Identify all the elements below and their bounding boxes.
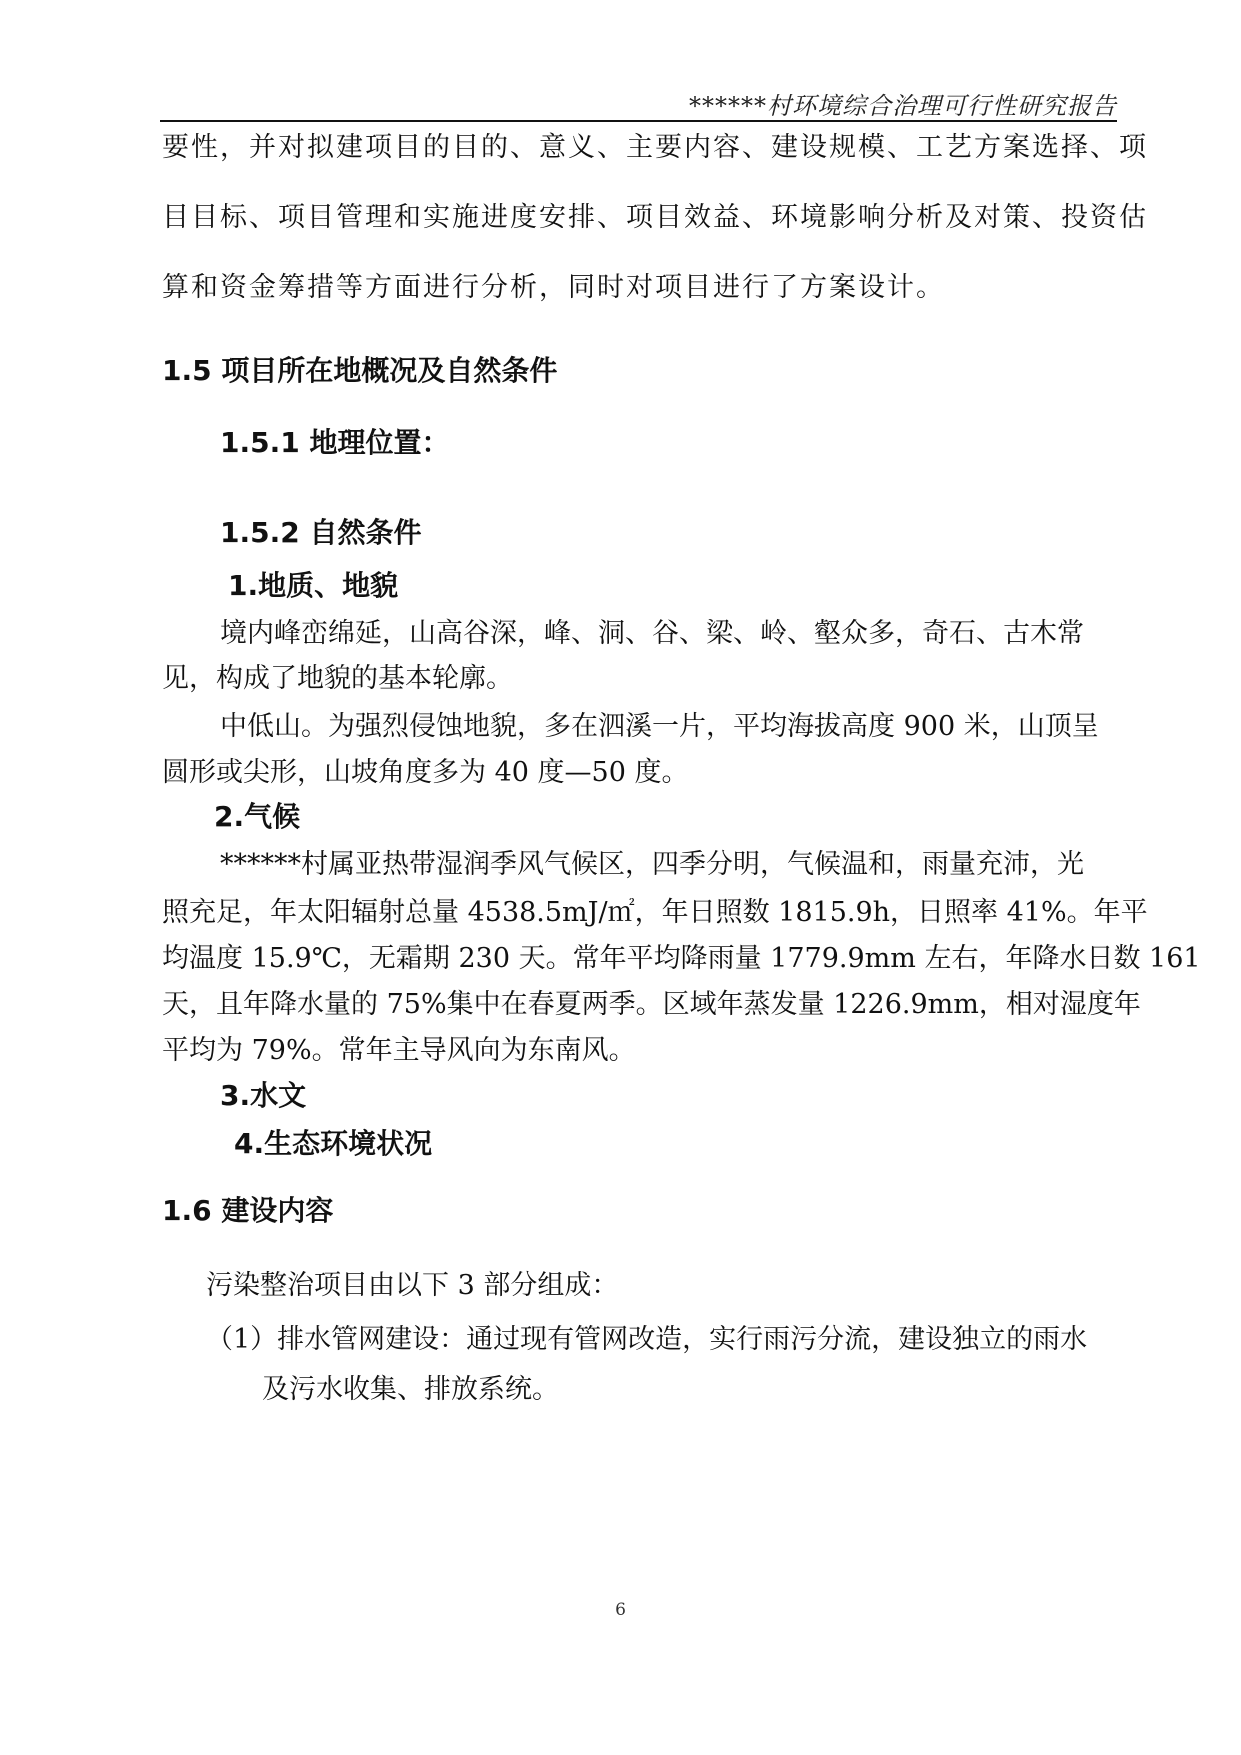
geology-paragraph-2-line-2: 圆形或尖形，山坡角度多为 40 度—50 度。 [162, 757, 689, 788]
list-item-1-line-1: （1）排水管网建设：通过现有管网改造，实行雨污分流，建设独立的雨水 [206, 1324, 1088, 1355]
header-divider [160, 120, 1117, 122]
page-number: 6 [615, 1600, 626, 1620]
subsection-heading-1-5-2: 1.5.2 自然条件 [220, 516, 422, 549]
intro-line-2: 目目标、项目管理和实施进度安排、项目效益、环境影响分析及对策、投资估 [162, 202, 1148, 233]
climate-line-4: 天，且年降水量的 75%集中在春夏两季。区域年蒸发量 1226.9mm，相对湿度年 [162, 989, 1141, 1020]
intro-line-1: 要性，并对拟建项目的目的、意义、主要内容、建设规模、工艺方案选择、项 [162, 132, 1148, 163]
ecology-heading: 4.生态环境状况 [234, 1127, 433, 1160]
geology-paragraph-2-line-1: 中低山。为强烈侵蚀地貌，多在泗溪一片，平均海拔高度 900 米，山顶呈 [220, 711, 1099, 742]
section-heading-1-5: 1.5 项目所在地概况及自然条件 [162, 354, 558, 387]
hydrology-heading: 3.水文 [220, 1079, 307, 1112]
intro-line-3: 算和资金筹措等方面进行分析，同时对项目进行了方案设计。 [162, 272, 945, 303]
geology-heading: 1.地质、地貌 [228, 569, 399, 602]
climate-line-3: 均温度 15.9℃，无霜期 230 天。常年平均降雨量 1779.9mm 左右，年降水日数 161 [162, 943, 1201, 974]
list-item-1-line-2: 及污水收集、排放系统。 [262, 1374, 559, 1405]
running-header: ******村环境综合治理可行性研究报告 [689, 92, 1117, 120]
climate-line-1: ******村属亚热带湿润季风气候区，四季分明，气候温和，雨量充沛，光 [220, 849, 1084, 880]
section-heading-1-6: 1.6 建设内容 [162, 1194, 334, 1227]
climate-heading: 2.气候 [214, 800, 301, 833]
subsection-heading-1-5-1: 1.5.1 地理位置： [220, 426, 450, 459]
climate-line-2: 照充足，年太阳辐射总量 4538.5mJ/㎡，年日照数 1815.9h，日照率 41%。年平 [162, 897, 1148, 928]
geology-paragraph-1-line-2: 见，构成了地貌的基本轮廓。 [162, 663, 513, 694]
construction-intro: 污染整治项目由以下 3 部分组成： [206, 1270, 619, 1301]
climate-line-5: 平均为 79%。常年主导风向为东南风。 [162, 1035, 636, 1066]
geology-paragraph-1-line-1: 境内峰峦绵延，山高谷深，峰、洞、谷、梁、岭、壑众多，奇石、古木常 [220, 618, 1084, 649]
